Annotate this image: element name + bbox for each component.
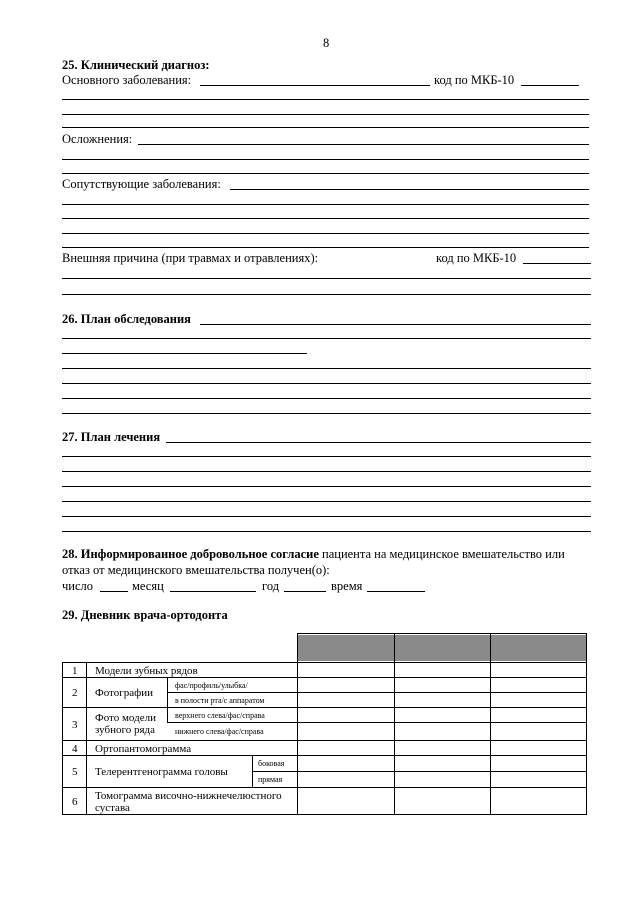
table-header-cell — [395, 635, 490, 661]
writing-line[interactable] — [62, 368, 591, 369]
month-field[interactable] — [170, 591, 256, 592]
day-field[interactable] — [100, 591, 128, 592]
writing-line[interactable] — [62, 278, 591, 279]
day-label: число — [62, 579, 94, 593]
writing-line[interactable] — [62, 159, 589, 160]
row-sublabel: верхнего слева/фас/справа — [175, 711, 265, 720]
section-28-title: 28. Информированное добровольное согласие — [62, 547, 319, 561]
writing-line[interactable] — [62, 233, 589, 234]
table-border — [62, 662, 63, 815]
orthodontist-diary-table — [62, 633, 587, 815]
writing-line[interactable] — [62, 218, 589, 219]
row-sublabel: нижнего слева/фас/справа — [175, 727, 264, 736]
table-border — [167, 722, 587, 723]
time-label: время — [331, 579, 363, 593]
complications-label: Осложнения: — [62, 132, 133, 146]
row-sublabel: в полости рта/с аппаратом — [175, 696, 265, 705]
row-number: 6 — [72, 796, 78, 808]
time-field[interactable] — [367, 591, 425, 592]
main-disease-label: Основного заболевания: — [62, 73, 192, 87]
section-28-title-rest: пациента на медицинское вмешательство или — [318, 547, 565, 561]
row-label: Томограмма височно-нижнечелюстного — [95, 790, 282, 802]
table-header-cell — [298, 635, 394, 661]
icd-code-field[interactable] — [521, 85, 579, 86]
exam-plan-field[interactable] — [200, 324, 591, 325]
writing-line[interactable] — [62, 516, 591, 517]
table-border — [62, 740, 587, 741]
section-29-title: 29. Дневник врача-ортодонта — [62, 608, 228, 622]
table-border — [167, 692, 587, 693]
writing-line[interactable] — [62, 338, 591, 339]
consent-line-1 — [62, 547, 565, 561]
writing-line[interactable] — [62, 456, 591, 457]
table-border — [86, 662, 87, 815]
writing-line[interactable] — [62, 353, 307, 354]
table-header-cell — [491, 635, 586, 661]
row-number: 4 — [72, 743, 78, 755]
writing-line[interactable] — [62, 99, 589, 100]
table-border — [297, 633, 587, 634]
table-border — [62, 677, 587, 678]
external-cause-label: Внешняя причина (при травмах и отравлениях): — [62, 251, 319, 265]
row-label: сустава — [95, 802, 130, 814]
writing-line[interactable] — [62, 247, 589, 248]
table-border — [62, 814, 587, 815]
section-27-title: 27. План лечения — [62, 430, 161, 444]
table-border — [62, 662, 587, 663]
table-border — [62, 707, 587, 708]
row-number: 5 — [72, 766, 78, 778]
writing-line[interactable] — [62, 471, 591, 472]
writing-line[interactable] — [62, 204, 589, 205]
row-label: зубного ряда — [95, 724, 155, 736]
row-sublabel: фас/профиль/улыбка/ — [175, 681, 248, 690]
row-label: Фото модели — [95, 712, 156, 724]
writing-line[interactable] — [62, 173, 589, 174]
year-field[interactable] — [284, 591, 326, 592]
table-border — [252, 771, 587, 772]
row-number: 3 — [72, 719, 78, 731]
writing-line[interactable] — [62, 127, 589, 128]
row-sublabel: боковая — [258, 759, 285, 768]
year-label: год — [262, 579, 280, 593]
icd-code-field-2[interactable] — [523, 263, 591, 264]
row-label: Ортопантомограмма — [95, 743, 192, 755]
month-label: месяц — [132, 579, 164, 593]
row-label: Фотографии — [95, 687, 154, 699]
writing-line[interactable] — [62, 413, 591, 414]
treatment-plan-field[interactable] — [166, 442, 591, 443]
writing-line[interactable] — [62, 501, 591, 502]
complications-field[interactable] — [138, 144, 589, 145]
writing-line[interactable] — [62, 398, 591, 399]
consent-line-2: отказ от медицинского вмешательства получен(о): — [62, 563, 330, 577]
row-label: Модели зубных рядов — [95, 665, 198, 677]
table-border — [62, 755, 587, 756]
page-number: 8 — [323, 36, 330, 50]
main-disease-field[interactable] — [200, 85, 430, 86]
writing-line[interactable] — [62, 486, 591, 487]
concomitant-field[interactable] — [230, 189, 589, 190]
section-25-title: 25. Клинический диагноз: — [62, 58, 210, 72]
icd-code-label-2: код по МКБ-10 — [436, 251, 517, 265]
row-label: Телерентгенограмма головы — [95, 766, 228, 778]
table-border — [167, 677, 168, 722]
row-sublabel: прямая — [258, 775, 283, 784]
writing-line[interactable] — [62, 531, 591, 532]
row-number: 2 — [72, 687, 78, 699]
icd-code-label: код по МКБ-10 — [434, 73, 515, 87]
concomitant-label: Сопутствующие заболевания: — [62, 177, 221, 191]
writing-line[interactable] — [62, 383, 591, 384]
section-26-title: 26. План обследования — [62, 312, 191, 326]
table-border — [62, 787, 587, 788]
row-number: 1 — [72, 665, 78, 677]
writing-line[interactable] — [62, 294, 591, 295]
writing-line[interactable] — [62, 114, 589, 115]
